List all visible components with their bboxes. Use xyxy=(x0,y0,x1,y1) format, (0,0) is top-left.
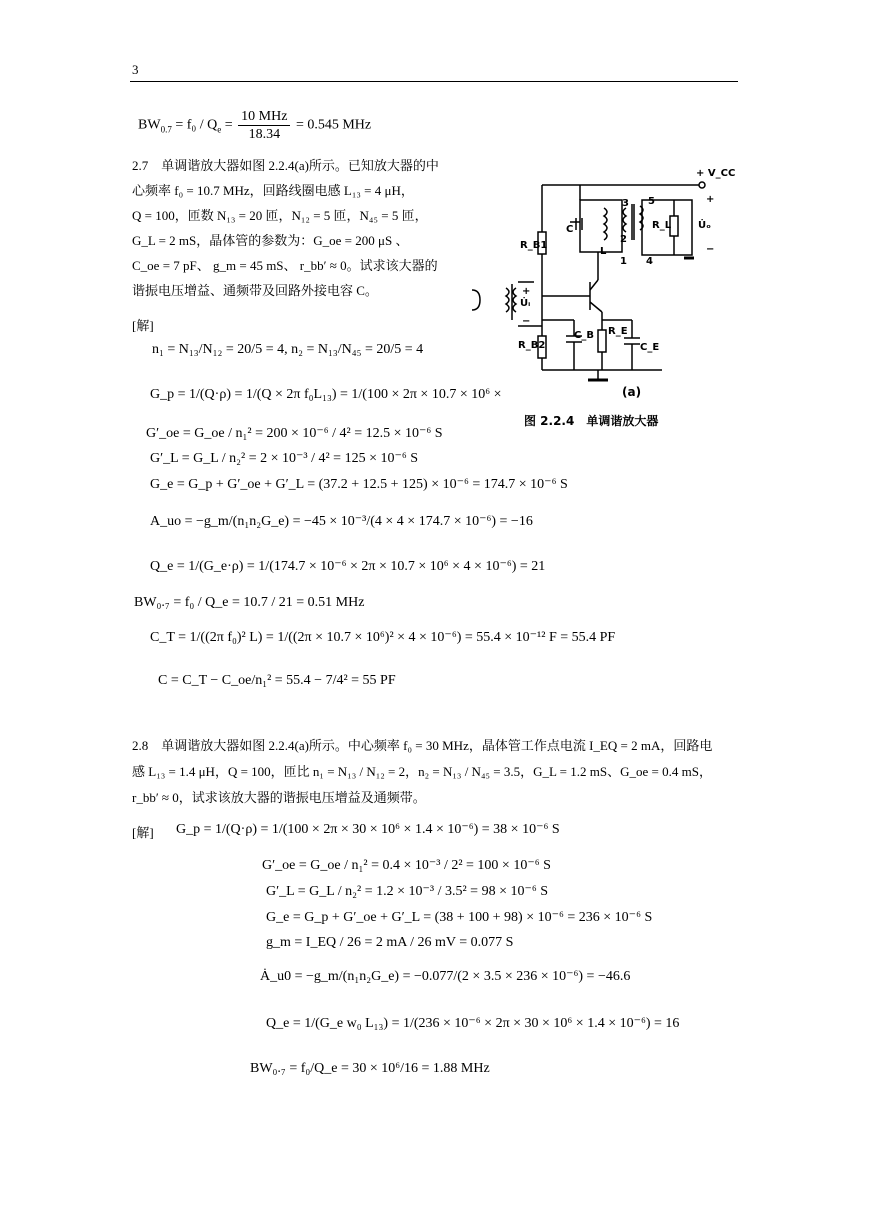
eq-fraction xyxy=(238,108,290,143)
eq-ct: C_T = 1/((2π f₀)² L) = 1/((2π × 10.7 × 10⁶)² × 4 × 10⁻⁶) = 55.4 × 10⁻¹² F = 55.4 PF xyxy=(150,630,616,645)
header-rule xyxy=(130,81,738,82)
bw-equation-top: $BW_{0.7} = f_0 / Q_e$ = $\frac{\text{10 MHz}}{18.34}$ = 0.545 MHz xyxy=(138,109,372,142)
page-number: 3 xyxy=(132,62,139,77)
eq-lhs: BW xyxy=(138,117,161,133)
eq-au0-2: Ȧ_u0 = −g_m/(n₁n₂G_e) = −0.077/(2 × 3.5 × 236 × 10⁻⁶) = −46.6 xyxy=(260,969,631,984)
solution-label-2-7: [解] xyxy=(132,318,154,333)
problem-line: 心频率 f₀ = 10.7 MHz，回路线圈电感 L₁₃ = 4 μH， xyxy=(132,183,414,198)
label-rb1: R_B1 xyxy=(520,240,548,251)
eq-n1-n2: n₁ = N₁₃/N₁₂ = 20/5 = 4, n₂ = N₁₃/N₄₅ = 20/5 = 4 xyxy=(152,342,424,357)
eq-gp-2: G_p = 1/(Q·ρ) = 1/(100 × 2π × 30 × 10⁶ × 1.4 × 10⁻⁶) = 38 × 10⁻⁶ S xyxy=(176,822,560,837)
eq-gl-prime: G′_L = G_L / n₂² = 2 × 10⁻³ / 4² = 125 × 10⁻⁶ S xyxy=(150,451,419,466)
label-plus-out: + xyxy=(706,194,715,205)
eq-qe: Q_e = 1/(G_e·ρ) = 1/(174.7 × 10⁻⁶ × 2π × 10.7 × 10⁶ × 4 × 10⁻⁶) = 21 xyxy=(150,559,546,574)
problem-line: G_L = 2 mS，晶体管的参数为：G_oe = 200 μS 、 xyxy=(132,233,409,248)
label-c: C xyxy=(566,224,574,235)
label-minus-out: − xyxy=(706,244,715,255)
label-plus-in: + xyxy=(522,286,531,297)
eq-denominator: 18.34 xyxy=(248,127,281,142)
eq-goe-prime-2: G′_oe = G_oe / n₁² = 0.4 × 10⁻³ / 2² = 100 × 10⁻⁶ S xyxy=(262,858,551,873)
eq-mid: = f₀ / Q xyxy=(175,117,218,133)
problem-line: 2.7 单调谐放大器如图 2.2.4(a)所示。已知放大器的中 xyxy=(132,158,439,173)
problem-2-8 xyxy=(132,733,712,811)
eq-ge-2: G_e = G_p + G′_oe + G′_L = (38 + 100 + 98) × 10⁻⁶ = 236 × 10⁻⁶ S xyxy=(266,910,653,925)
figure-caption: 图 2.2.4 单调谐放大器 xyxy=(524,414,659,428)
label-4: 4 xyxy=(646,256,653,267)
eq-goe-prime: G′_oe = G_oe / n₁² = 200 × 10⁻⁶ / 4² = 12.5 × 10⁻⁶ S xyxy=(146,426,443,441)
eq-gl-prime-2: G′_L = G_L / n₂² = 1.2 × 10⁻³ / 3.5² = 98 × 10⁻⁶ S xyxy=(266,884,549,899)
label-1: 1 xyxy=(620,256,627,267)
eq-qe-2: Q_e = 1/(G_e w₀ L₁₃) = 1/(236 × 10⁻⁶ × 2π × 30 × 10⁶ × 1.4 × 10⁻⁶) = 16 xyxy=(266,1016,680,1031)
problem-line: r_bb′ ≈ 0，试求该放大器的谐振电压增益及通频带。 xyxy=(132,790,426,805)
label-vcc: + V_CC xyxy=(696,168,736,179)
label-5: 5 xyxy=(648,196,655,207)
eq-c: C = C_T − C_oe/n₁² = 55.4 − 7/4² = 55 PF xyxy=(158,673,396,688)
eq-gp: G_p = 1/(Q·ρ) = 1/(Q × 2π f₀L₁₃) = 1/(100 × 2π × 10.7 × 10⁶ × xyxy=(150,387,502,402)
eq-ge: G_e = G_p + G′_oe + G′_L = (37.2 + 12.5 + 125) × 10⁻⁶ = 174.7 × 10⁻⁶ S xyxy=(150,477,568,492)
label-l: L xyxy=(600,246,607,257)
label-uo: U̇ₒ xyxy=(698,220,711,231)
label-rl: R_L xyxy=(652,220,672,231)
eq-result: = 0.545 MHz xyxy=(295,117,372,133)
circuit-diagram xyxy=(462,160,738,445)
figure-sublabel: (a) xyxy=(622,385,642,399)
solution-label-2-8: [解] xyxy=(132,825,154,840)
label-3: 3 xyxy=(622,198,629,209)
label-rb2: R_B2 xyxy=(518,340,546,351)
label-cb: C_B xyxy=(574,330,594,341)
circuit-figure xyxy=(462,160,738,445)
eq-bw-2: BW₀.₇ = f₀/Q_e = 30 × 10⁶/16 = 1.88 MHz xyxy=(250,1061,490,1076)
problem-line: C_oe = 7 pF、 g_m = 45 mS、 r_bb′ ≈ 0。试求该大器的 xyxy=(132,258,438,273)
eq-gm-2: g_m = I_EQ / 26 = 2 mA / 26 mV = 0.077 S xyxy=(266,935,514,950)
eq-lhs-sub: 0.7 xyxy=(160,124,172,135)
label-ui: U̇ᵢ xyxy=(520,298,531,309)
eq-numerator: 10 MHz xyxy=(238,108,290,126)
problem-2-7 xyxy=(132,153,439,303)
label-re: R_E xyxy=(608,326,628,337)
problem-line: Q = 100，匝数 N₁₃ = 20 匝，N₁₂ = 5 匝，N₄₅ = 5 匝， xyxy=(132,208,428,223)
eq-mid-sub: e xyxy=(217,124,222,135)
label-minus-in: − xyxy=(522,316,531,327)
problem-line: 2.8 单调谐放大器如图 2.2.4(a)所示。中心频率 f₀ = 30 MHz，晶体管工作点电流 I_EQ = 2 mA，回路电 xyxy=(132,738,713,753)
label-2: 2 xyxy=(620,234,627,245)
eq-bw: BW₀.₇ = f₀ / Q_e = 10.7 / 21 = 0.51 MHz xyxy=(134,595,365,610)
label-ce: C_E xyxy=(640,342,660,353)
eq-auo: A_uo = −g_m/(n₁n₂G_e) = −45 × 10⁻³/(4 × 4 × 174.7 × 10⁻⁶) = −16 xyxy=(150,514,533,529)
problem-line: 谐振电压增益、通频带及回路外接电容 C。 xyxy=(132,283,378,298)
problem-line: 感 L₁₃ = 1.4 μH，Q = 100，匝比 n₁ = N₁₃ / N₁₂ = 2，n₂ = N₁₃ / N₄₅ = 3.5，G_L = 1.2 mS、G_oe = 0.4 mS， xyxy=(132,764,712,779)
